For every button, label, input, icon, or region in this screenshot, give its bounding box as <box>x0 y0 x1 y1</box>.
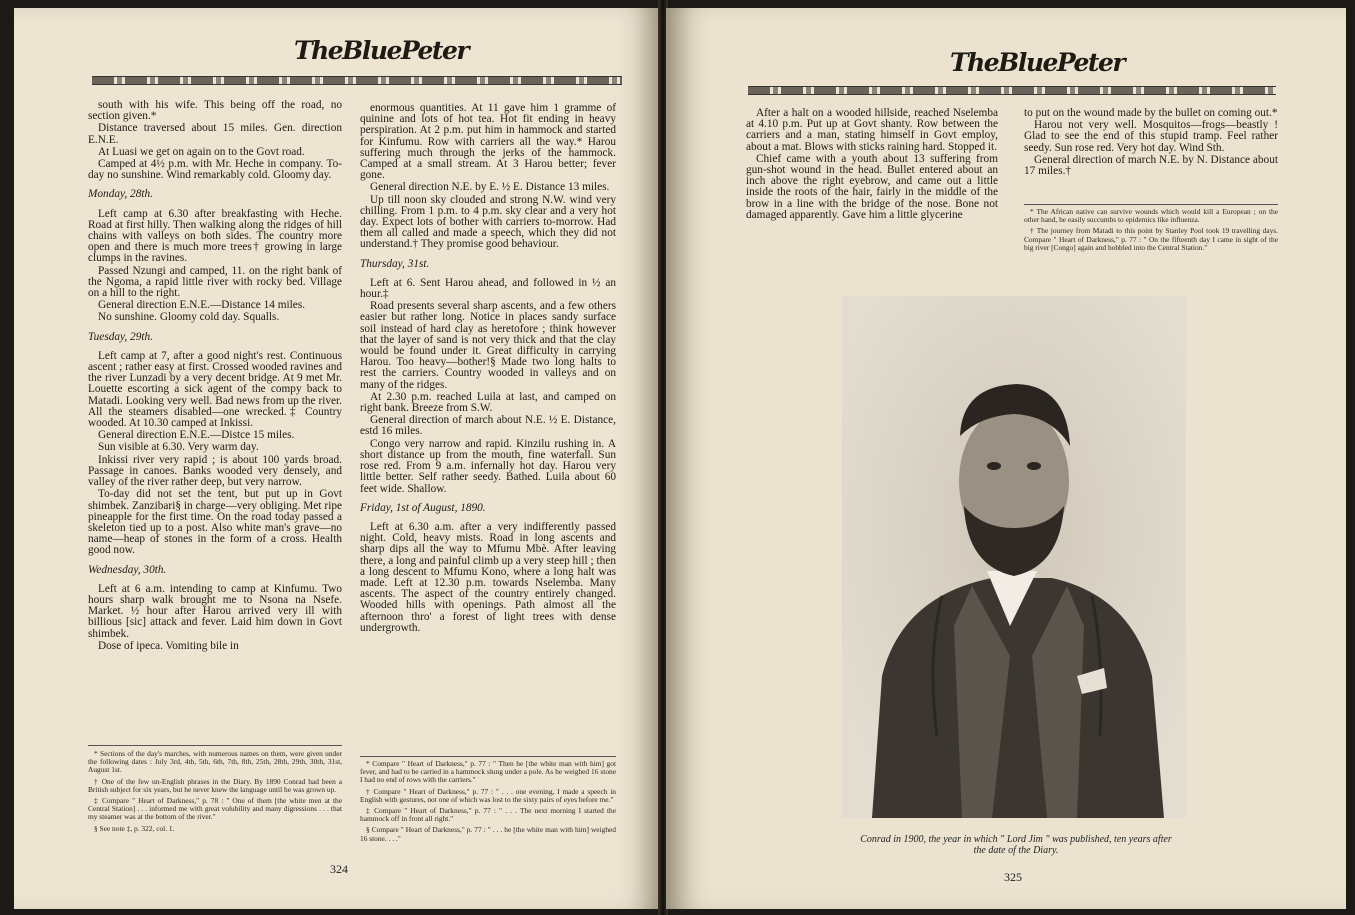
footnotes-column-1 <box>88 750 342 836</box>
footnote-rule <box>1024 204 1278 205</box>
footnote: § Compare " Heart of Darkness," p. 77 : " . . . he [the white man with him] weighed 16 stone. . . ." <box>360 825 616 843</box>
diary-date-heading: Wednesday, 30th. <box>88 563 167 576</box>
paragraph: Harou not very well. Mosquitos—frogs—beastly ! Glad to see the end of this stupid tramp. Feel rather seedy. Sun rose red. Very hot day. Wind Sth. <box>1024 119 1278 154</box>
footnote: * Compare " Heart of Darkness," p. 77 : " Then he [the white man with him] got fever, and had to be carried in a hammock slung under a pole. As he weighed 16 stone I had no end of rows with the carriers." <box>360 759 616 785</box>
paragraph: Passed Nzungi and camped, 11. on the right bank of the Ngoma, a rapid little river with rocky bed. Village on a hill to the right. <box>88 264 342 300</box>
paragraph: To-day did not set the tent, but put up in Govt shimbek. Zanzibari§ in charge—very obliging. Met ripe pineapple for the first time. On the road today passed a skeleton tied up to a post. Also white man's grave—no name—heap of stones in the form of a cross. Health good now. <box>88 488 342 557</box>
paragraph: Camped at 4½ p.m. with Mr. Heche in company. To-day no sunshine. Wind remarkably cold. Gloomy day. <box>88 158 342 182</box>
footnote: † One of the few un-English phrases in the Diary. By 1890 Conrad had been a British subject for six years, but he never knew the language until he was grown up. <box>88 776 342 794</box>
text-column-2 <box>360 103 616 635</box>
paragraph: enormous quantities. At 11 gave him 1 gramme of quinine and lots of hot tea. Hot fit ending in heavy perspiration. At 2 p.m. put him in hammock and started for Kinfumu. Row with carriers all the way.* Harou suffering much through the jerks of the hammock. Camped at a small stream. At 3 Harou better; fever gone. <box>360 102 616 182</box>
page-number: 325 <box>1004 870 1022 884</box>
page-number: 324 <box>330 862 348 876</box>
masthead-rule <box>748 86 1276 95</box>
paragraph: to put on the wound made by the bullet on coming out.* <box>1024 107 1278 119</box>
paragraph: Left camp at 6.30 after breakfasting with Heche. Road at first hilly. Then walking along the ridges of hill chains with valleys on both sides. The country more open and there is much more trees† growing in large clumps in the ravines. <box>88 207 342 265</box>
portrait-illustration <box>842 296 1186 818</box>
footnotes-column-2 <box>360 760 616 846</box>
footnote-rule <box>88 745 342 746</box>
left-page <box>14 8 662 909</box>
paragraph: south with his wife. This being off the road, no section given.* <box>88 99 342 123</box>
portrait-photograph <box>842 296 1186 818</box>
paragraph: After a halt on a wooded hillside, reached Nselemba at 4.10 p.m. Put up at Govt shanty. Row between the carriers and a man, stating himself in Govt employ, about a mat. Blows with sticks raining hard. Stopped it. <box>746 107 998 153</box>
paragraph: No sunshine. Gloomy cold day. Squalls. <box>98 311 280 324</box>
right-page <box>666 8 1346 909</box>
paragraph: At Luasi we get on again on to the Govt road. <box>98 145 305 158</box>
paragraph: General direction N.E. by E. ½ E. Distance 13 miles. <box>370 181 610 194</box>
diary-date-heading: Friday, 1st of August, 1890. <box>360 501 486 514</box>
text-column-1 <box>746 108 998 222</box>
paragraph: Inkissi river very rapid ; is about 100 yards broad. Passage in canoes. Banks wooded very densely, and valley of the river rather deep, but very narrow. <box>88 453 342 489</box>
diary-date-heading: Monday, 28th. <box>88 188 153 201</box>
masthead-title: TheBluePeter <box>950 48 1125 77</box>
masthead-rule <box>92 76 622 85</box>
paragraph: Chief came with a youth about 13 suffering from gun-shot wound in the head. Bullet entered about an inch above the right eyebrow, and came out a little inside the roots of the hair, fairly in the middle of the brow in a line with the bridge of the nose. Bone not damaged apparently. Gave him a little glycerine <box>746 152 998 221</box>
paragraph: At 2.30 p.m. reached Luila at last, and camped on right bank. Breeze from S.W. <box>360 390 616 415</box>
paragraph: Left at 6. Sent Harou ahead, and followed in ½ an hour.‡ <box>360 276 616 301</box>
footnotes-column <box>1024 208 1278 255</box>
masthead-title: TheBluePeter <box>294 36 469 65</box>
paragraph: Congo very narrow and rapid. Kinzilu rushing in. A short distance up from the mouth, fine waterfall. Sun rose red. From 9 a.m. infernally hot day. Harou very little better. Self rather seedy. Bathed. Luila about 60 feet wide. Shallow. <box>360 437 616 495</box>
paragraph: General direction of march N.E. by N. Distance about 17 miles.† <box>1024 153 1278 178</box>
paragraph: Dose of ipeca. Vomiting bile in <box>98 639 239 652</box>
paragraph: Left at 6 a.m. intending to camp at Kinfumu. Two hours sharp walk brought me to Nsona na Nsefe. Market. ½ hour after Harou arrived very ill with billious [sic] attack and fever. Laid him down in Govt shimbek. <box>88 582 342 640</box>
photo-caption: Conrad in 1900, the year in which " Lord Jim " was published, ten years after the date of the Diary. <box>860 834 1172 856</box>
paragraph: Left camp at 7, after a good night's rest. Continuous ascent ; rather easy at first. Crossed wooded ravines and the river Lunzadi by a very decent bridge. At 9 met Mr. Louette escorting a sick agent of the compy back to Matadi. Looking very well. Bad news from up the river. All the steamers disabled—one wrecked.‡ Country wooded. At 10.30 camped at Inkissi. <box>88 349 342 430</box>
paragraph: General direction E.N.E.—Distance 14 miles. <box>98 299 306 312</box>
footnote: ‡ Compare " Heart of Darkness," p. 78 : " One of them [the white men at the Central Station] . . . informed me with great volubility and many digressions . . . that my steamer was at the bottom of the river." <box>88 796 342 822</box>
text-column-1 <box>88 100 342 653</box>
footnote: * Sections of the day's marches, with numerous names on them, were given under the following dates : July 3rd, 4th, 5th, 6th, 7th, 8th, 25th, 28th, 29th, 30th, 31st, August 1st. <box>88 749 342 775</box>
text-column-2 <box>1024 108 1278 178</box>
paragraph: Left at 6.30 a.m. after a very indifferently passed night. Cold, heavy mists. Road in long ascents and sharp dips all the way to Mfumu Mbè. After leaving there, a long and painful climb up a very steep hill ; then a long descent to Mfumu Kono, where a long halt was made. Left at 12.30 p.m. towards Nselemba. Many ascents. The aspect of the country entirely changed. Wooded hills with openings. Path almost all the afternoon thro' a forest of light trees with dense undergrowth. <box>360 520 616 634</box>
footnote: † The journey from Matadi to this point by Stanley Pool took 19 travelling days. Compare " Heart of Darkness," p. 77 : " On the fifteenth day I came in sight of the big river [Congo] again and hobbled into the Central Station." <box>1024 226 1278 252</box>
footnote: ‡ Compare " Heart of Darkness," p. 77 : " . . . The next morning I started the hammock off in front all right." <box>360 806 616 824</box>
footnote: § See note ‡, p. 322, col. 1. <box>94 823 175 833</box>
footnote-rule <box>360 756 616 757</box>
paragraph: Road presents several sharp ascents, and a few others easier but rather long. Notice in places sandy surface soil instead of hard clay as heretofore ; think however that the layer of sand is not very thick and that the clay would be found under it. Great difficulty in carrying Harou. Too heavy—bother!§ Made two long halts to rest the carriers. Country wooded in valleys and on many of the ridges. <box>360 300 616 391</box>
diary-date-heading: Thursday, 31st. <box>360 257 430 270</box>
paragraph: General direction of march about N.E. ½ E. Distance, estd 16 miles. <box>360 414 616 438</box>
footnote: † Compare " Heart of Darkness," p. 77 : " . . . one evening, I made a speech in English with gestures, not one of which was lost to the sixty pairs of eyes before me." <box>360 786 616 804</box>
diary-date-heading: Tuesday, 29th. <box>88 330 153 343</box>
paragraph: Sun visible at 6.30. Very warm day. <box>98 441 259 454</box>
paragraph: General direction E.N.E.—Distce 15 miles. <box>98 429 295 442</box>
paragraph: Distance traversed about 15 miles. Gen. direction E.N.E. <box>88 122 342 146</box>
paragraph: Up till noon sky clouded and strong N.W. wind very chilling. From 1 p.m. to 4 p.m. sky clear and a very hot day. Expect lots of bother with carriers to-morrow. Had them all called and made a speech, which they did not understand.† They promise good behaviour. <box>360 193 616 251</box>
footnote: * The African native can survive wounds which would kill a European ; on the other hand, he easily succumbs to epidemics like influenza. <box>1024 207 1278 225</box>
